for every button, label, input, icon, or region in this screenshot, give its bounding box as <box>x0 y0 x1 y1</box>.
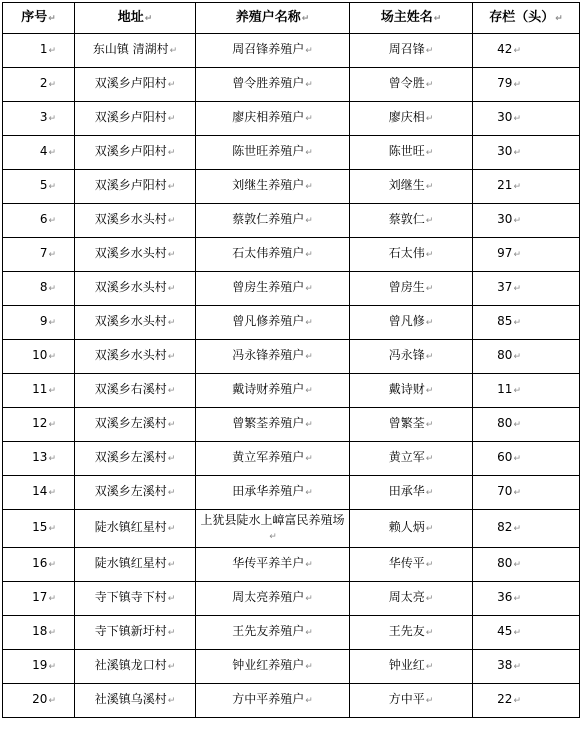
cell-address: 寺下镇寺下村↵ <box>75 582 196 616</box>
cell-no: 6↵ <box>3 204 75 238</box>
table-row <box>3 102 580 136</box>
cell-no: 3↵ <box>3 102 75 136</box>
cell-farm-name: 钟业红养殖户↵ <box>196 650 350 684</box>
cell-stock: 79↵ <box>473 68 580 102</box>
paragraph-mark-icon: ↵ <box>425 114 434 124</box>
paragraph-mark-icon: ↵ <box>305 560 313 570</box>
paragraph-mark-icon: ↵ <box>305 352 313 362</box>
cell-owner-name: 戴诗财↵ <box>350 374 473 408</box>
paragraph-mark-icon: ↵ <box>513 454 521 464</box>
cell-farm-name: 廖庆相养殖户↵ <box>196 102 350 136</box>
cell-farm-name: 曾繁荃养殖户↵ <box>196 408 350 442</box>
paragraph-mark-icon: ↵ <box>167 662 176 672</box>
cell-farm-name: 陈世旺养殖户↵ <box>196 136 350 170</box>
paragraph-mark-icon: ↵ <box>305 386 313 396</box>
paragraph-mark-icon: ↵ <box>167 420 176 430</box>
table-row <box>3 408 580 442</box>
cell-owner-name: 华传平↵ <box>350 548 473 582</box>
cell-no: 8↵ <box>3 272 75 306</box>
table-row <box>3 548 580 582</box>
paragraph-mark-icon: ↵ <box>513 182 521 192</box>
paragraph-mark-icon: ↵ <box>167 216 176 226</box>
cell-farm-name: 周召锋养殖户↵ <box>196 34 350 68</box>
cell-owner-name: 蔡敦仁↵ <box>350 204 473 238</box>
paragraph-mark-icon: ↵ <box>48 216 56 226</box>
cell-stock: 45↵ <box>473 616 580 650</box>
paragraph-mark-icon: ↵ <box>305 696 313 706</box>
cell-owner-name: 石太伟↵ <box>350 238 473 272</box>
cell-owner-name: 曾凡修↵ <box>350 306 473 340</box>
cell-address: 寺下镇新圩村↵ <box>75 616 196 650</box>
paragraph-mark-icon: ↵ <box>167 560 176 570</box>
paragraph-mark-icon: ↵ <box>425 148 434 158</box>
paragraph-mark-icon: ↵ <box>433 13 442 24</box>
table-body <box>3 34 580 718</box>
paragraph-mark-icon: ↵ <box>167 628 176 638</box>
paragraph-mark-icon: ↵ <box>167 148 176 158</box>
cell-stock: 97↵ <box>473 238 580 272</box>
paragraph-mark-icon: ↵ <box>48 114 56 124</box>
cell-stock: 11↵ <box>473 374 580 408</box>
paragraph-mark-icon: ↵ <box>48 250 56 260</box>
cell-stock: 30↵ <box>473 102 580 136</box>
table-row <box>3 272 580 306</box>
cell-farm-name: 黄立军养殖户↵ <box>196 442 350 476</box>
cell-address: 双溪乡水头村↵ <box>75 204 196 238</box>
cell-farm-name: 周太亮养殖户↵ <box>196 582 350 616</box>
cell-no: 12↵ <box>3 408 75 442</box>
paragraph-mark-icon: ↵ <box>167 80 176 90</box>
paragraph-mark-icon: ↵ <box>48 284 56 294</box>
cell-address: 社溪镇乌溪村↵ <box>75 684 196 718</box>
header-farm: 养殖户名称↵ <box>196 3 350 34</box>
paragraph-mark-icon: ↵ <box>425 594 434 604</box>
paragraph-mark-icon: ↵ <box>513 46 521 56</box>
paragraph-mark-icon: ↵ <box>305 488 313 498</box>
cell-owner-name: 冯永锋↵ <box>350 340 473 374</box>
table-row <box>3 650 580 684</box>
cell-address: 双溪乡卢阳村↵ <box>75 102 196 136</box>
paragraph-mark-icon: ↵ <box>555 13 563 24</box>
paragraph-mark-icon: ↵ <box>48 318 56 328</box>
paragraph-mark-icon: ↵ <box>305 182 313 192</box>
paragraph-mark-icon: ↵ <box>48 560 56 570</box>
cell-farm-name: 华传平养羊户↵ <box>196 548 350 582</box>
cell-no: 5↵ <box>3 170 75 204</box>
paragraph-mark-icon: ↵ <box>48 420 56 430</box>
paragraph-mark-icon: ↵ <box>48 488 56 498</box>
paragraph-mark-icon: ↵ <box>305 216 313 226</box>
cell-owner-name: 田承华↵ <box>350 476 473 510</box>
paragraph-mark-icon: ↵ <box>167 114 176 124</box>
paragraph-mark-icon: ↵ <box>425 560 434 570</box>
paragraph-mark-icon: ↵ <box>48 148 56 158</box>
paragraph-mark-icon: ↵ <box>48 386 56 396</box>
paragraph-mark-icon: ↵ <box>305 594 313 604</box>
cell-no: 11↵ <box>3 374 75 408</box>
cell-stock: 38↵ <box>473 650 580 684</box>
header-owner: 场主姓名↵ <box>350 3 473 34</box>
table-row <box>3 238 580 272</box>
paragraph-mark-icon: ↵ <box>48 696 56 706</box>
cell-address: 双溪乡卢阳村↵ <box>75 170 196 204</box>
paragraph-mark-icon: ↵ <box>305 420 313 430</box>
cell-stock: 21↵ <box>473 170 580 204</box>
cell-farm-name: 曾凡修养殖户↵ <box>196 306 350 340</box>
cell-farm-name: 戴诗财养殖户↵ <box>196 374 350 408</box>
paragraph-mark-icon: ↵ <box>513 696 521 706</box>
paragraph-mark-icon: ↵ <box>167 454 176 464</box>
table-row <box>3 170 580 204</box>
cell-stock: 36↵ <box>473 582 580 616</box>
cell-stock: 22↵ <box>473 684 580 718</box>
cell-address: 陡水镇红星村↵ <box>75 548 196 582</box>
paragraph-mark-icon: ↵ <box>425 80 434 90</box>
paragraph-mark-icon: ↵ <box>425 216 434 226</box>
paragraph-mark-icon: ↵ <box>144 13 153 24</box>
paragraph-mark-icon: ↵ <box>301 13 310 24</box>
table-row <box>3 616 580 650</box>
paragraph-mark-icon: ↵ <box>305 454 313 464</box>
cell-no: 2↵ <box>3 68 75 102</box>
cell-stock: 60↵ <box>473 442 580 476</box>
paragraph-mark-icon: ↵ <box>48 454 56 464</box>
cell-no: 17↵ <box>3 582 75 616</box>
cell-address: 双溪乡水头村↵ <box>75 238 196 272</box>
paragraph-mark-icon: ↵ <box>305 80 313 90</box>
cell-no: 13↵ <box>3 442 75 476</box>
paragraph-mark-icon: ↵ <box>48 352 56 362</box>
cell-address: 双溪乡卢阳村↵ <box>75 136 196 170</box>
cell-no: 14↵ <box>3 476 75 510</box>
paragraph-mark-icon: ↵ <box>513 560 521 570</box>
cell-farm-name: 上犹县陡水上嶂富民养殖场↵ <box>196 510 350 548</box>
paragraph-mark-icon: ↵ <box>513 386 521 396</box>
paragraph-mark-icon: ↵ <box>167 352 176 362</box>
paragraph-mark-icon: ↵ <box>425 524 434 534</box>
cell-owner-name: 廖庆相↵ <box>350 102 473 136</box>
paragraph-mark-icon: ↵ <box>425 182 434 192</box>
paragraph-mark-icon: ↵ <box>167 284 176 294</box>
cell-address: 双溪乡水头村↵ <box>75 272 196 306</box>
table-row <box>3 582 580 616</box>
cell-stock: 30↵ <box>473 136 580 170</box>
paragraph-mark-icon: ↵ <box>425 284 434 294</box>
cell-address: 双溪乡水头村↵ <box>75 306 196 340</box>
cell-farm-name: 田承华养殖户↵ <box>196 476 350 510</box>
table-row <box>3 136 580 170</box>
paragraph-mark-icon: ↵ <box>305 318 313 328</box>
cell-owner-name: 刘继生↵ <box>350 170 473 204</box>
table-row <box>3 442 580 476</box>
paragraph-mark-icon: ↵ <box>513 662 521 672</box>
header-address: 地址↵ <box>75 3 196 34</box>
table-row <box>3 34 580 68</box>
paragraph-mark-icon: ↵ <box>169 46 178 56</box>
header-no: 序号↵ <box>3 3 75 34</box>
cell-no: 19↵ <box>3 650 75 684</box>
cell-stock: 80↵ <box>473 340 580 374</box>
cell-address: 双溪乡右溪村↵ <box>75 374 196 408</box>
paragraph-mark-icon: ↵ <box>167 386 176 396</box>
paragraph-mark-icon: ↵ <box>513 524 521 534</box>
paragraph-mark-icon: ↵ <box>48 524 56 534</box>
paragraph-mark-icon: ↵ <box>513 80 521 90</box>
paragraph-mark-icon: ↵ <box>425 662 434 672</box>
paragraph-mark-icon: ↵ <box>167 594 176 604</box>
paragraph-mark-icon: ↵ <box>513 216 521 226</box>
table-row <box>3 68 580 102</box>
paragraph-mark-icon: ↵ <box>425 628 434 638</box>
paragraph-mark-icon: ↵ <box>513 488 521 498</box>
paragraph-mark-icon: ↵ <box>513 352 521 362</box>
cell-address: 双溪乡卢阳村↵ <box>75 68 196 102</box>
cell-stock: 80↵ <box>473 548 580 582</box>
table-row <box>3 306 580 340</box>
paragraph-mark-icon: ↵ <box>425 250 434 260</box>
paragraph-mark-icon: ↵ <box>305 114 313 124</box>
cell-owner-name: 王先友↵ <box>350 616 473 650</box>
cell-address: 双溪乡左溪村↵ <box>75 442 196 476</box>
cell-owner-name: 曾令胜↵ <box>350 68 473 102</box>
paragraph-mark-icon: ↵ <box>425 488 434 498</box>
cell-no: 9↵ <box>3 306 75 340</box>
cell-no: 20↵ <box>3 684 75 718</box>
paragraph-mark-icon: ↵ <box>513 318 521 328</box>
paragraph-mark-icon: ↵ <box>425 696 434 706</box>
cell-owner-name: 曾繁荃↵ <box>350 408 473 442</box>
cell-no: 10↵ <box>3 340 75 374</box>
table-row <box>3 340 580 374</box>
paragraph-mark-icon: ↵ <box>48 13 56 24</box>
paragraph-mark-icon: ↵ <box>425 318 434 328</box>
cell-address: 双溪乡左溪村↵ <box>75 408 196 442</box>
cell-no: 1↵ <box>3 34 75 68</box>
paragraph-mark-icon: ↵ <box>513 628 521 638</box>
paragraph-mark-icon: ↵ <box>305 662 313 672</box>
cell-farm-name: 曾令胜养殖户↵ <box>196 68 350 102</box>
paragraph-mark-icon: ↵ <box>513 148 521 158</box>
cell-address: 双溪乡左溪村↵ <box>75 476 196 510</box>
cell-owner-name: 方中平↵ <box>350 684 473 718</box>
cell-farm-name: 王先友养殖户↵ <box>196 616 350 650</box>
cell-farm-name: 刘继生养殖户↵ <box>196 170 350 204</box>
cell-owner-name: 钟业红↵ <box>350 650 473 684</box>
paragraph-mark-icon: ↵ <box>167 488 176 498</box>
cell-address: 双溪乡水头村↵ <box>75 340 196 374</box>
cell-farm-name: 蔡敦仁养殖户↵ <box>196 204 350 238</box>
cell-no: 18↵ <box>3 616 75 650</box>
cell-no: 16↵ <box>3 548 75 582</box>
cell-farm-name: 石太伟养殖户↵ <box>196 238 350 272</box>
cell-no: 15↵ <box>3 510 75 548</box>
table-row <box>3 204 580 238</box>
paragraph-mark-icon: ↵ <box>269 531 277 542</box>
cell-owner-name: 曾房生↵ <box>350 272 473 306</box>
cell-owner-name: 周太亮↵ <box>350 582 473 616</box>
paragraph-mark-icon: ↵ <box>305 148 313 158</box>
paragraph-mark-icon: ↵ <box>305 628 313 638</box>
paragraph-mark-icon: ↵ <box>513 420 521 430</box>
paragraph-mark-icon: ↵ <box>305 250 313 260</box>
cell-stock: 82↵ <box>473 510 580 548</box>
paragraph-mark-icon: ↵ <box>425 454 434 464</box>
paragraph-mark-icon: ↵ <box>48 182 56 192</box>
cell-farm-name: 冯永锋养殖户↵ <box>196 340 350 374</box>
cell-farm-name: 曾房生养殖户↵ <box>196 272 350 306</box>
paragraph-mark-icon: ↵ <box>305 284 313 294</box>
paragraph-mark-icon: ↵ <box>167 524 176 534</box>
cell-farm-name: 方中平养殖户↵ <box>196 684 350 718</box>
livestock-table <box>2 2 580 718</box>
paragraph-mark-icon: ↵ <box>167 250 176 260</box>
cell-stock: 42↵ <box>473 34 580 68</box>
table-row <box>3 684 580 718</box>
paragraph-mark-icon: ↵ <box>513 284 521 294</box>
paragraph-mark-icon: ↵ <box>513 594 521 604</box>
cell-stock: 85↵ <box>473 306 580 340</box>
paragraph-mark-icon: ↵ <box>48 594 56 604</box>
cell-no: 7↵ <box>3 238 75 272</box>
paragraph-mark-icon: ↵ <box>425 386 434 396</box>
paragraph-mark-icon: ↵ <box>167 182 176 192</box>
paragraph-mark-icon: ↵ <box>425 46 434 56</box>
paragraph-mark-icon: ↵ <box>48 46 56 56</box>
cell-owner-name: 陈世旺↵ <box>350 136 473 170</box>
paragraph-mark-icon: ↵ <box>513 250 521 260</box>
cell-stock: 37↵ <box>473 272 580 306</box>
cell-address: 社溪镇龙口村↵ <box>75 650 196 684</box>
paragraph-mark-icon: ↵ <box>167 318 176 328</box>
paragraph-mark-icon: ↵ <box>167 696 176 706</box>
header-row <box>3 3 580 34</box>
cell-no: 4↵ <box>3 136 75 170</box>
paragraph-mark-icon: ↵ <box>48 662 56 672</box>
paragraph-mark-icon: ↵ <box>48 80 56 90</box>
cell-address: 东山镇 清湖村↵ <box>75 34 196 68</box>
paragraph-mark-icon: ↵ <box>305 46 313 56</box>
table-row <box>3 374 580 408</box>
cell-stock: 70↵ <box>473 476 580 510</box>
cell-stock: 30↵ <box>473 204 580 238</box>
paragraph-mark-icon: ↵ <box>425 352 434 362</box>
paragraph-mark-icon: ↵ <box>513 114 521 124</box>
paragraph-mark-icon: ↵ <box>425 420 434 430</box>
table-row <box>3 510 580 548</box>
cell-owner-name: 黄立军↵ <box>350 442 473 476</box>
table-row <box>3 476 580 510</box>
cell-owner-name: 赖人炳↵ <box>350 510 473 548</box>
paragraph-mark-icon: ↵ <box>48 628 56 638</box>
cell-address: 陡水镇红星村↵ <box>75 510 196 548</box>
header-stock: 存栏（头）↵ <box>473 3 580 34</box>
cell-owner-name: 周召锋↵ <box>350 34 473 68</box>
cell-stock: 80↵ <box>473 408 580 442</box>
